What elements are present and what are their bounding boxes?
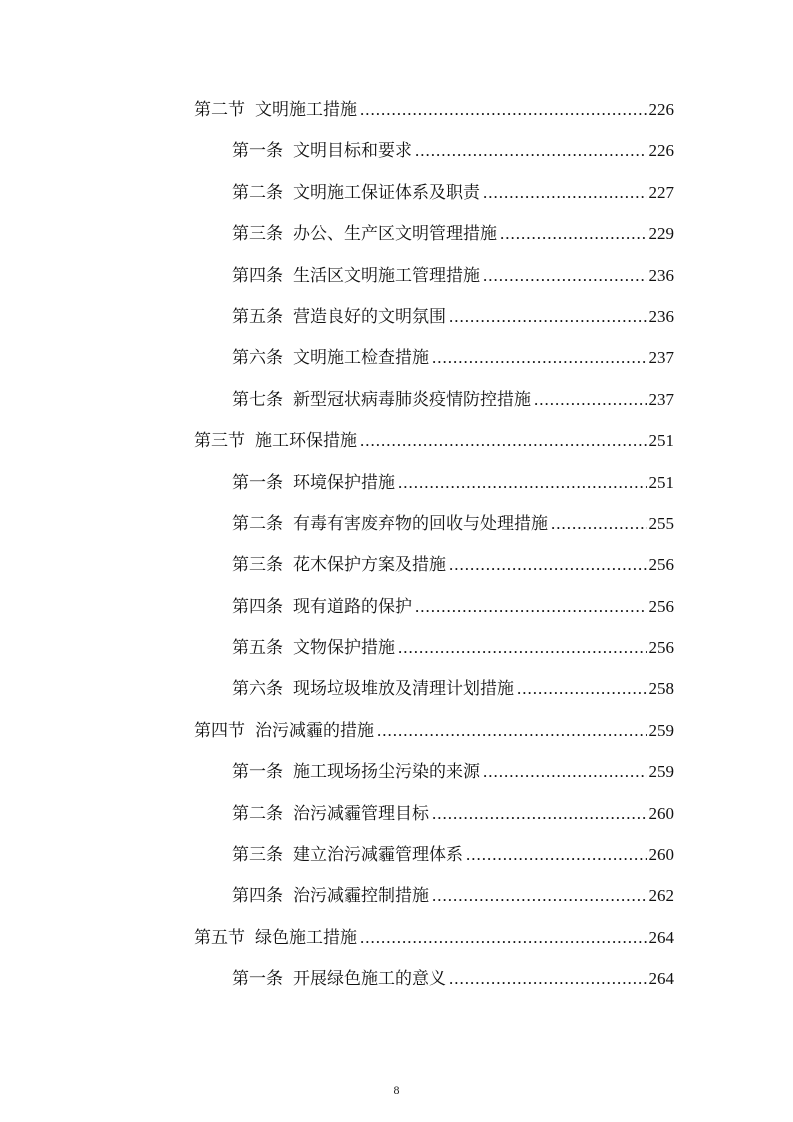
toc-entry-page: 259 (648, 720, 674, 740)
toc-article-entry[interactable] (0, 462, 793, 503)
toc-entry-page: 256 (648, 555, 674, 575)
toc-dot-leader (483, 751, 647, 792)
toc-entry-number: 第三节 (194, 431, 245, 452)
page-number: 8 (393, 1083, 400, 1097)
toc-entry-title: 生活区文明施工管理措施 (293, 265, 480, 286)
toc-dot-leader (449, 958, 647, 999)
toc-dot-leader (449, 296, 647, 337)
toc-entry-title: 花木保护方案及措施 (293, 555, 446, 576)
toc-article-entry[interactable] (0, 337, 793, 378)
toc-entry-number: 第三条 (232, 845, 283, 866)
toc-entry-number: 第七条 (232, 389, 283, 410)
toc-entry-page: 262 (648, 886, 674, 906)
toc-entry-page: 237 (648, 389, 674, 409)
toc-entry-page: 251 (648, 431, 674, 451)
toc-entry-number: 第一条 (232, 969, 283, 990)
toc-article-entry[interactable] (0, 503, 793, 544)
toc-entry-page: 260 (648, 845, 674, 865)
toc-entry-page: 227 (648, 182, 674, 202)
toc-dot-leader (377, 710, 647, 751)
toc-article-entry[interactable] (0, 544, 793, 585)
toc-dot-leader (517, 668, 647, 709)
toc-dot-leader (360, 420, 647, 461)
toc-entry-title: 文明施工检查措施 (293, 348, 429, 369)
toc-entry-number: 第二条 (232, 513, 283, 534)
toc-entry-title: 治污减霾的措施 (255, 720, 374, 741)
toc-dot-leader (432, 337, 647, 378)
toc-entry-number: 第五节 (194, 927, 245, 948)
toc-entry-number: 第四条 (232, 596, 283, 617)
toc-dot-leader (360, 917, 647, 958)
toc-dot-leader (415, 586, 647, 627)
toc-entry-page: 258 (648, 679, 674, 699)
toc-entry-title: 环境保护措施 (293, 472, 395, 493)
toc-entry-title: 有毒有害废弃物的回收与处理措施 (293, 513, 548, 534)
toc-entry-page: 226 (648, 100, 674, 119)
toc-entry-title: 文物保护措施 (293, 638, 395, 659)
toc-entry-title: 开展绿色施工的意义 (293, 969, 446, 990)
toc-entry-page: 236 (648, 306, 674, 326)
toc-entry-title: 现有道路的保护 (293, 596, 412, 617)
toc-article-entry[interactable] (0, 586, 793, 627)
toc-entry-page: 226 (648, 141, 674, 161)
toc-article-entry[interactable] (0, 875, 793, 916)
toc-article-entry[interactable] (0, 793, 793, 834)
toc-article-entry[interactable] (0, 296, 793, 337)
toc-article-entry[interactable] (0, 379, 793, 420)
toc-dot-leader (398, 462, 647, 503)
toc-dot-leader (551, 503, 647, 544)
toc-dot-leader (483, 255, 647, 296)
toc-entry-title: 文明目标和要求 (293, 141, 412, 162)
toc-entry-number: 第六条 (232, 348, 283, 369)
toc-entry-number: 第一条 (232, 141, 283, 162)
toc-dot-leader (534, 379, 647, 420)
toc-dot-leader (449, 544, 647, 585)
toc-entry-page: 264 (648, 927, 674, 947)
toc-entry-number: 第三条 (232, 555, 283, 576)
toc-entry-number: 第五条 (232, 638, 283, 659)
toc-section-entry[interactable] (0, 89, 793, 130)
toc-article-entry[interactable] (0, 213, 793, 254)
toc-entry-title: 施工现场扬尘污染的来源 (293, 762, 480, 783)
toc-article-entry[interactable] (0, 172, 793, 213)
toc-dot-leader (432, 793, 647, 834)
toc-dot-leader (398, 627, 647, 668)
toc-entry-number: 第二条 (232, 182, 283, 203)
toc-entry-page: 264 (648, 969, 674, 989)
toc-article-entry[interactable] (0, 627, 793, 668)
toc-article-entry[interactable] (0, 834, 793, 875)
toc-entry-number: 第四节 (194, 720, 245, 741)
toc-entry-title: 现场垃圾堆放及清理计划措施 (293, 679, 514, 700)
toc-entry-title: 文明施工保证体系及职责 (293, 182, 480, 203)
toc-dot-leader (360, 89, 647, 130)
toc-entry-page: 251 (648, 472, 674, 492)
toc-entry-page: 256 (648, 596, 674, 616)
toc-entry-title: 新型冠状病毒肺炎疫情防控措施 (293, 389, 531, 410)
toc-entry-page: 259 (648, 762, 674, 782)
toc-entry-page: 229 (648, 224, 674, 244)
toc-section-entry[interactable] (0, 710, 793, 751)
toc-entry-number: 第一条 (232, 472, 283, 493)
toc-entry-page: 237 (648, 348, 674, 368)
toc-dot-leader (432, 875, 647, 916)
toc-article-entry[interactable] (0, 255, 793, 296)
toc-entry-title: 施工环保措施 (255, 431, 357, 452)
toc-entry-title: 办公、生产区文明管理措施 (293, 224, 497, 245)
toc-entry-number: 第五条 (232, 306, 283, 327)
toc-article-entry[interactable] (0, 668, 793, 709)
toc-dot-leader (483, 172, 647, 213)
toc-entry-page: 236 (648, 265, 674, 285)
toc-entry-number: 第六条 (232, 679, 283, 700)
toc-entry-title: 建立治污减霾管理体系 (293, 845, 463, 866)
toc-entry-number: 第四条 (232, 886, 283, 907)
toc-entry-number: 第一条 (232, 762, 283, 783)
toc-dot-leader (415, 130, 647, 171)
toc-entry-title: 治污减霾管理目标 (293, 803, 429, 824)
toc-dot-leader (466, 834, 647, 875)
toc-article-entry[interactable] (0, 130, 793, 171)
toc-entry-title: 营造良好的文明氛围 (293, 306, 446, 327)
toc-entry-number: 第四条 (232, 265, 283, 286)
toc-entry-page: 260 (648, 803, 674, 823)
toc-entry-title: 绿色施工措施 (255, 927, 357, 948)
toc-entry-title: 文明施工措施 (255, 100, 357, 120)
toc-entry-page: 256 (648, 638, 674, 658)
toc-section-entry[interactable] (0, 420, 793, 461)
toc-article-entry[interactable] (0, 751, 793, 792)
toc-entry-number: 第三条 (232, 224, 283, 245)
toc-section-entry[interactable] (0, 917, 793, 958)
table-of-contents (0, 89, 793, 1000)
toc-entry-number: 第二节 (194, 100, 245, 120)
toc-entry-title: 治污减霾控制措施 (293, 886, 429, 907)
toc-entry-number: 第二条 (232, 803, 283, 824)
toc-article-entry[interactable] (0, 958, 793, 999)
toc-dot-leader (500, 213, 647, 254)
toc-entry-page: 255 (648, 513, 674, 533)
